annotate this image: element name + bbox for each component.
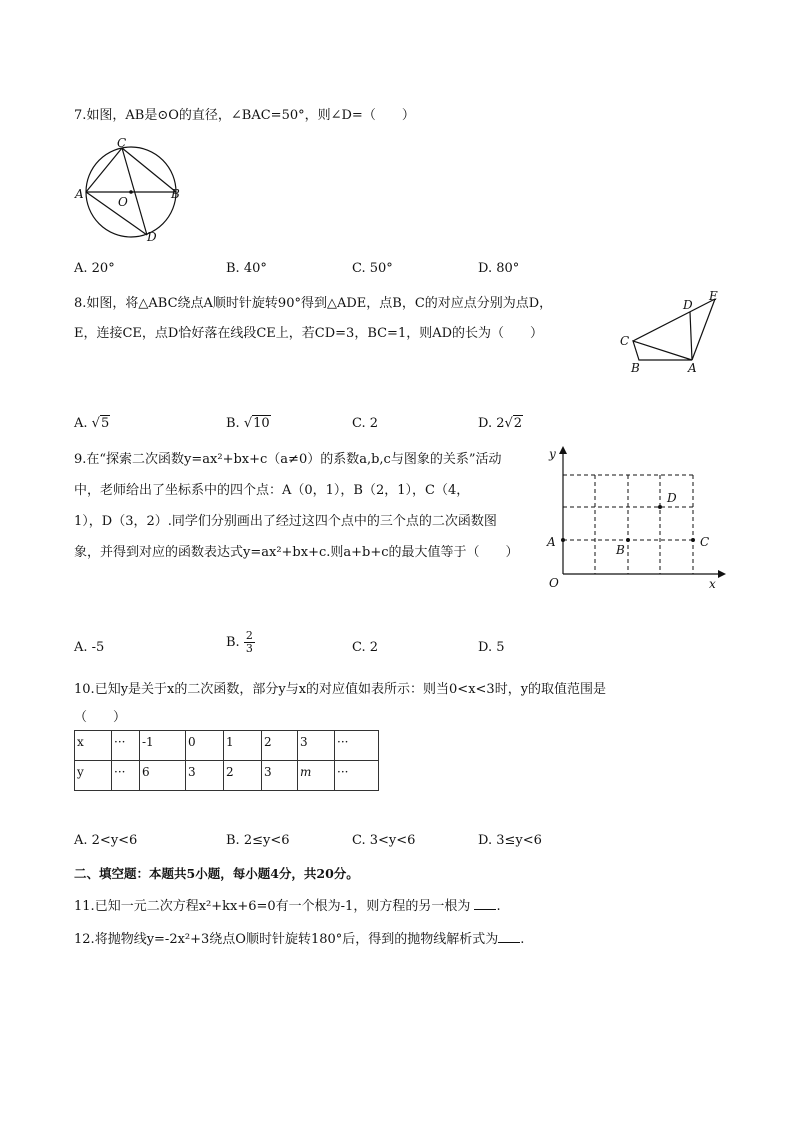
question-9-stem-line3: 1），D（3，2）.同学们分别画出了经过这四个点中的三个点的二次函数图 — [74, 514, 497, 529]
triangle-rotation-figure — [612, 286, 730, 378]
question-text: 已知一元二次方程x²+kx+6=0有一个根为-1，则方程的另一根为 — [94, 899, 471, 914]
question-text: 如图，AB是⊙O的直径，∠BAC=50°，则∠D=（ ） — [86, 108, 415, 123]
point-c-label: C — [700, 535, 710, 549]
table-cell: 0 — [186, 731, 224, 761]
table-cell: ··· — [112, 731, 140, 761]
q8-option-b[interactable]: B. √10 — [226, 416, 270, 431]
label-d: D — [683, 298, 693, 312]
table-cell: 3 — [186, 761, 224, 791]
question-10-stem-line1 — [74, 678, 606, 697]
q10-option-c[interactable]: C. 3<y<6 — [352, 833, 416, 848]
question-11-stem: 11.已知一元二次方程x²+kx+6=0有一个根为-1，则方程的另一根为 . — [74, 899, 501, 914]
q7-option-d[interactable]: D. 80° — [478, 261, 520, 276]
label-b: B — [631, 361, 640, 375]
label-e: E — [709, 289, 718, 303]
table-row — [75, 731, 379, 761]
origin-label: O — [549, 576, 559, 590]
q7-option-a[interactable]: A. 20° — [74, 261, 115, 276]
table-cell: ··· — [335, 761, 379, 791]
q7-option-c[interactable]: C. 50° — [352, 261, 393, 276]
section-heading: 二、填空题：本题共5小题，每小题4分，共20分。 — [74, 866, 359, 881]
question-number: 7. — [74, 108, 87, 123]
table-cell: ··· — [112, 761, 140, 791]
coordinate-grid-figure — [540, 442, 730, 592]
question-text: 已知y是关于x的二次函数，部分y与x的对应值如表所示：则当0<x<3时，y的取值范围是 — [94, 682, 607, 697]
label-d: D — [147, 230, 157, 244]
question-10-stem-line2: （ ） — [74, 710, 127, 725]
table-cell: y — [75, 761, 112, 791]
question-text: 在“探索二次函数y=ax²+bx+c（a≠0）的系数a,b,c与图象的关系”活动 — [86, 452, 502, 467]
table-cell: 3 — [262, 761, 298, 791]
label-c: C — [620, 334, 630, 348]
table-cell: -1 — [140, 731, 186, 761]
q8-option-a[interactable]: A. √5 — [74, 416, 110, 431]
question-number: 9. — [74, 452, 87, 467]
point-a-label: A — [547, 535, 556, 549]
q10-option-a[interactable]: A. 2<y<6 — [74, 833, 138, 848]
table-cell: 6 — [140, 761, 186, 791]
answer-blank[interactable] — [474, 897, 496, 910]
question-9-stem-line4: 象，并得到对应的函数表达式y=ax²+bx+c.则a+b+c的最大值等于（ ） — [74, 545, 519, 560]
label-a: A — [688, 361, 697, 375]
table-cell: 2 — [262, 731, 298, 761]
question-number: 12. — [74, 932, 95, 947]
table-cell: m — [298, 761, 335, 791]
question-number: 8. — [74, 296, 87, 311]
table-cell: 3 — [298, 731, 335, 761]
table-row — [75, 761, 379, 791]
label-a: A — [75, 187, 84, 201]
value-table — [74, 730, 379, 791]
question-text: 如图，将△ABC绕点A顺时针旋转90°得到△ADE，点B，C的对应点分别为点D， — [86, 296, 553, 311]
question-9-stem-line2: 中，老师给出了坐标系中的四个点：A（0，1），B（2，1），C（4， — [74, 483, 470, 498]
answer-blank[interactable] — [498, 930, 520, 943]
label-c: C — [117, 136, 127, 150]
table-cell: x — [75, 731, 112, 761]
table-cell: 2 — [224, 761, 262, 791]
question-12-stem: 12.将抛物线y=-2x²+3绕点O顺时针旋转180°后，得到的抛物线解析式为 . — [74, 932, 525, 947]
circle-figure — [70, 132, 190, 247]
question-number: 10. — [74, 682, 95, 697]
question-text: 将抛物线y=-2x²+3绕点O顺时针旋转180°后，得到的抛物线解析式为 — [94, 932, 499, 947]
question-7-stem — [74, 104, 415, 123]
axis-label-x: x — [709, 577, 716, 591]
q9-option-d[interactable]: D. 5 — [478, 640, 505, 655]
label-b: B — [171, 187, 180, 201]
question-8-stem-line1 — [74, 292, 552, 311]
table-cell: ··· — [335, 731, 379, 761]
q8-option-c[interactable]: C. 2 — [352, 416, 379, 431]
axis-label-y: y — [549, 447, 556, 461]
q9-option-a[interactable]: A. -5 — [74, 640, 105, 655]
q8-option-d[interactable]: D. 2√2 — [478, 416, 523, 431]
q9-option-b[interactable]: B. $\frac{2}{3}$ — [226, 629, 253, 655]
question-8-stem-line2: E，连接CE，点D恰好落在线段CE上，若CD=3，BC=1，则AD的长为（ ） — [74, 326, 544, 341]
point-b-label: B — [616, 543, 625, 557]
q7-option-b[interactable]: B. 40° — [226, 261, 267, 276]
table-cell: 1 — [224, 731, 262, 761]
q10-option-d[interactable]: D. 3≤y<6 — [478, 833, 542, 848]
label-o: O — [118, 195, 128, 209]
q9-option-c[interactable]: C. 2 — [352, 640, 379, 655]
q10-option-b[interactable]: B. 2≤y<6 — [226, 833, 290, 848]
point-d-label: D — [667, 491, 677, 505]
question-number: 11. — [74, 899, 95, 914]
question-9-stem-line1 — [74, 448, 501, 467]
